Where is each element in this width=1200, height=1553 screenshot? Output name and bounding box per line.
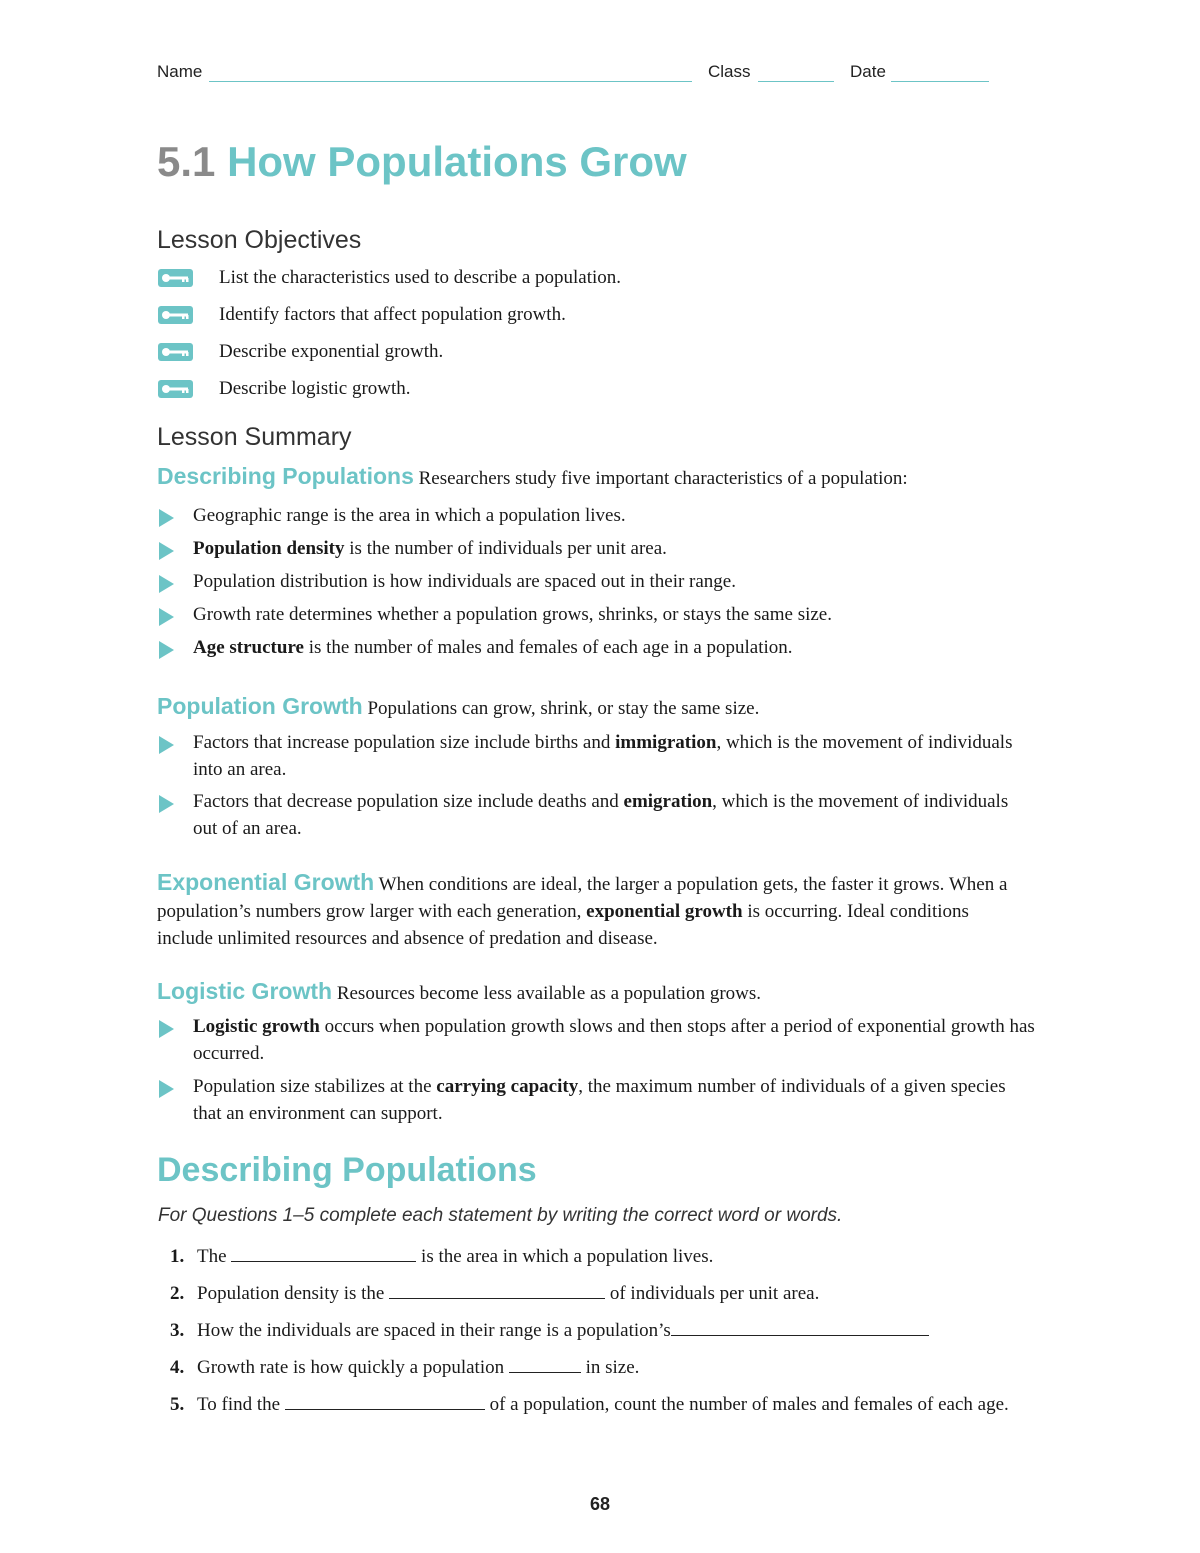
triangle-bullet-icon: [159, 641, 174, 659]
describing-paragraph: [157, 463, 1037, 492]
key-icon: [157, 342, 194, 362]
list-item: Age structure is the number of males and females of each age in a population.: [157, 634, 1037, 661]
triangle-bullet-icon: [159, 608, 174, 626]
triangle-bullet-icon: [159, 1020, 174, 1038]
logistic-intro: Resources become less available as a population grows.: [336, 983, 762, 1004]
questions-instructions: For Questions 1–5 complete each statement by writing the correct word or words.: [158, 1205, 843, 1226]
list-item: Growth rate determines whether a population grows, shrinks, or stays the same size.: [157, 601, 1037, 628]
list-item: Factors that increase population size include births and immigration, which is the movement of individuals into an area.: [157, 729, 1037, 783]
list-item: Population distribution is how individuals are spaced out in their range.: [157, 568, 1037, 595]
page-title: [157, 138, 687, 186]
triangle-bullet-icon: [159, 795, 174, 813]
class-field[interactable]: [758, 81, 834, 82]
page-number: 68: [589, 1494, 611, 1514]
logistic-paragraph: [157, 978, 1037, 1007]
section-title: How Populations Grow: [227, 138, 687, 185]
date-field[interactable]: [891, 81, 989, 82]
list-item: Population size stabilizes at the carrying capacity, the maximum number of individuals of a given species that an environment can support.: [157, 1073, 1037, 1127]
question-item: 3. How the individuals are spaced in their range is a population’s: [170, 1317, 1040, 1344]
list-item: Population density is the number of individuals per unit area.: [157, 535, 1037, 562]
objectives-heading: Lesson Objectives: [157, 226, 362, 254]
question-number: 2.: [170, 1283, 185, 1304]
answer-blank[interactable]: [509, 1354, 581, 1373]
describing-intro: Researchers study five important characteristics of a population:: [418, 468, 908, 489]
key-icon: [157, 305, 194, 325]
triangle-bullet-icon: [159, 575, 174, 593]
name-label: Name: [157, 62, 203, 81]
question-item: 2. Population density is the of individuals per unit area.: [170, 1280, 1040, 1307]
list-item: Logistic growth occurs when population growth slows and then stops after a period of exponential growth has occurred.: [157, 1013, 1037, 1067]
exponential-paragraph: Exponential Growth When conditions are ideal, the larger a population gets, the faster it grows. When a population’s numbers grow larger with each generation, exponential growth is occurring. Ideal conditions include unlimited resources and absence of predation and disease.: [157, 869, 1008, 949]
growth-intro: Populations can grow, shrink, or stay the same size.: [367, 698, 760, 719]
class-label: Class: [708, 62, 751, 81]
triangle-bullet-icon: [159, 509, 174, 527]
objective-text: Describe exponential growth.: [219, 341, 444, 362]
question-number: 4.: [170, 1357, 185, 1378]
growth-paragraph: [157, 693, 1037, 722]
exponential-subheading: Exponential Growth: [157, 869, 375, 895]
key-icon: [157, 379, 194, 399]
growth-subheading: Population Growth: [157, 693, 363, 719]
question-item: 5. To find the of a population, count the number of males and females of each age.: [170, 1391, 1040, 1418]
question-number: 5.: [170, 1394, 185, 1415]
student-info-header: [157, 62, 989, 84]
answer-blank[interactable]: [231, 1243, 416, 1262]
describing-subheading: Describing Populations: [157, 463, 414, 489]
list-item: Factors that decrease population size include deaths and emigration, which is the movement of individuals out of an area.: [157, 788, 1037, 842]
answer-blank[interactable]: [389, 1280, 605, 1299]
question-number: 3.: [170, 1320, 185, 1341]
objective-text: Describe logistic growth.: [219, 378, 411, 399]
triangle-bullet-icon: [159, 736, 174, 754]
date-label: Date: [850, 62, 886, 81]
answer-blank[interactable]: [285, 1391, 485, 1410]
logistic-subheading: Logistic Growth: [157, 978, 333, 1004]
objective-text: Identify factors that affect population growth.: [219, 304, 566, 325]
answer-blank[interactable]: [671, 1317, 929, 1336]
triangle-bullet-icon: [159, 542, 174, 560]
question-item: 1. The is the area in which a population lives.: [170, 1243, 1040, 1270]
key-icon: [157, 268, 194, 288]
question-number: 1.: [170, 1246, 185, 1267]
question-item: 4. Growth rate is how quickly a population in size.: [170, 1354, 1040, 1381]
name-field[interactable]: [209, 81, 692, 82]
section-number: 5.1: [157, 138, 216, 185]
list-item: Geographic range is the area in which a population lives.: [157, 502, 1037, 529]
triangle-bullet-icon: [159, 1080, 174, 1098]
summary-heading: Lesson Summary: [157, 423, 352, 451]
objective-text: List the characteristics used to describe a population.: [219, 267, 622, 288]
questions-heading: Describing Populations: [157, 1151, 537, 1189]
